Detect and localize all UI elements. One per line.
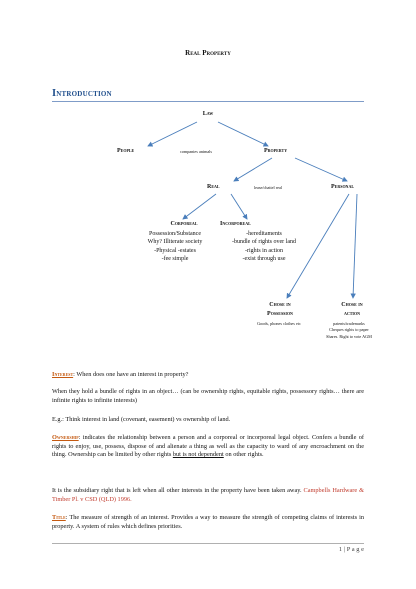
node-line: Chose in xyxy=(341,302,363,308)
term-interest: Interest xyxy=(52,371,74,378)
title-text: : The measure of strength of an interest. Provides a way to measure the strength of competing claims of interests in property. A system of rules which defines priorities. xyxy=(52,514,364,530)
arrow-property-personal xyxy=(295,158,347,181)
list-item: Shares. Right to vote AGM xyxy=(326,333,372,339)
list-item: -exist through use xyxy=(242,255,286,262)
chose-possession-example: Goods, phones clothes etc xyxy=(257,321,301,326)
note-lease-chattel-real: lease/chattel real xyxy=(254,185,283,190)
document-title: Real Property xyxy=(185,49,231,57)
arrow-real-corporeal xyxy=(183,194,216,219)
list-item: Possession/Substance xyxy=(148,231,201,237)
ownership-underlined: but is not dependent xyxy=(172,451,224,459)
incorporeal-list xyxy=(214,230,314,263)
node-people: People xyxy=(117,148,135,154)
chose-action-examples xyxy=(310,321,388,340)
subsidiary-text: It is the subsidiary right that is left when all other interests in the property have been taken away. xyxy=(52,487,304,494)
bundle-paragraph: When they hold a bundle of rights in an object… (can be ownership rights, equitable rights, possessory rights… there are infinite rights to infinite interests) xyxy=(52,388,364,404)
title-paragraph xyxy=(52,514,364,531)
node-personal: Personal xyxy=(331,184,355,190)
section-heading: Introduction xyxy=(52,88,112,99)
ownership-text: : indicates the relationship between a person and a corporeal or incorporeal legal object. Confers a bundle of rights to enjoy, use, possess, dispose of and alienate a thing as well as the capacity to ward of any encroachment on the thing. Ownership can be limited by other rights xyxy=(52,434,364,459)
list-item: -hereditaments xyxy=(246,231,282,237)
arrow-law-people xyxy=(148,122,197,146)
node-incorporeal: Incorporeal xyxy=(220,221,251,227)
arrow-real-incorporeal xyxy=(231,194,247,219)
node-line: action xyxy=(343,311,360,317)
term-ownership: Ownership xyxy=(52,434,79,441)
node-corporeal: Corporeal xyxy=(170,221,198,227)
interest-paragraph xyxy=(52,371,364,380)
ownership-paragraph xyxy=(52,434,364,460)
node-property: Property xyxy=(264,148,288,154)
footer-rule xyxy=(52,543,364,544)
list-item: Why? Illiterate society xyxy=(147,239,203,246)
node-line: Possession xyxy=(267,311,293,317)
page-number: 1 | P a g e xyxy=(338,546,364,553)
list-item: -fee simple xyxy=(161,255,189,262)
arrow-personal-chose-action xyxy=(353,194,357,298)
node-chose-in-possession xyxy=(244,301,316,319)
list-item: -bundle of rights over land xyxy=(232,239,296,246)
list-item: -rights in action xyxy=(245,247,283,254)
list-item: -Physical -estates xyxy=(154,247,196,254)
arrow-law-property xyxy=(218,122,268,146)
list-item: Cheques rights to paper xyxy=(329,327,369,333)
arrow-property-real xyxy=(234,158,272,181)
subsidiary-paragraph xyxy=(52,487,364,504)
term-title: Title xyxy=(52,514,66,521)
example-paragraph: E.g.: Think interest in land (covenant, easement) vs ownership of land. xyxy=(52,416,231,423)
ownership-end: on other rights. xyxy=(223,451,264,459)
node-chose-in-action xyxy=(322,301,382,319)
note-companies-animals: companies animals xyxy=(180,149,212,154)
node-law: Law xyxy=(202,111,214,117)
interest-text: : When does one have an interest in property? xyxy=(73,371,189,378)
case-citation: Campbells Hardware & Timber Pl. v CSD (QLD) 1996. xyxy=(52,487,364,503)
node-real: Real xyxy=(207,184,220,190)
node-line: Chose in xyxy=(269,302,291,308)
list-item: patents/trademarks xyxy=(333,321,365,326)
